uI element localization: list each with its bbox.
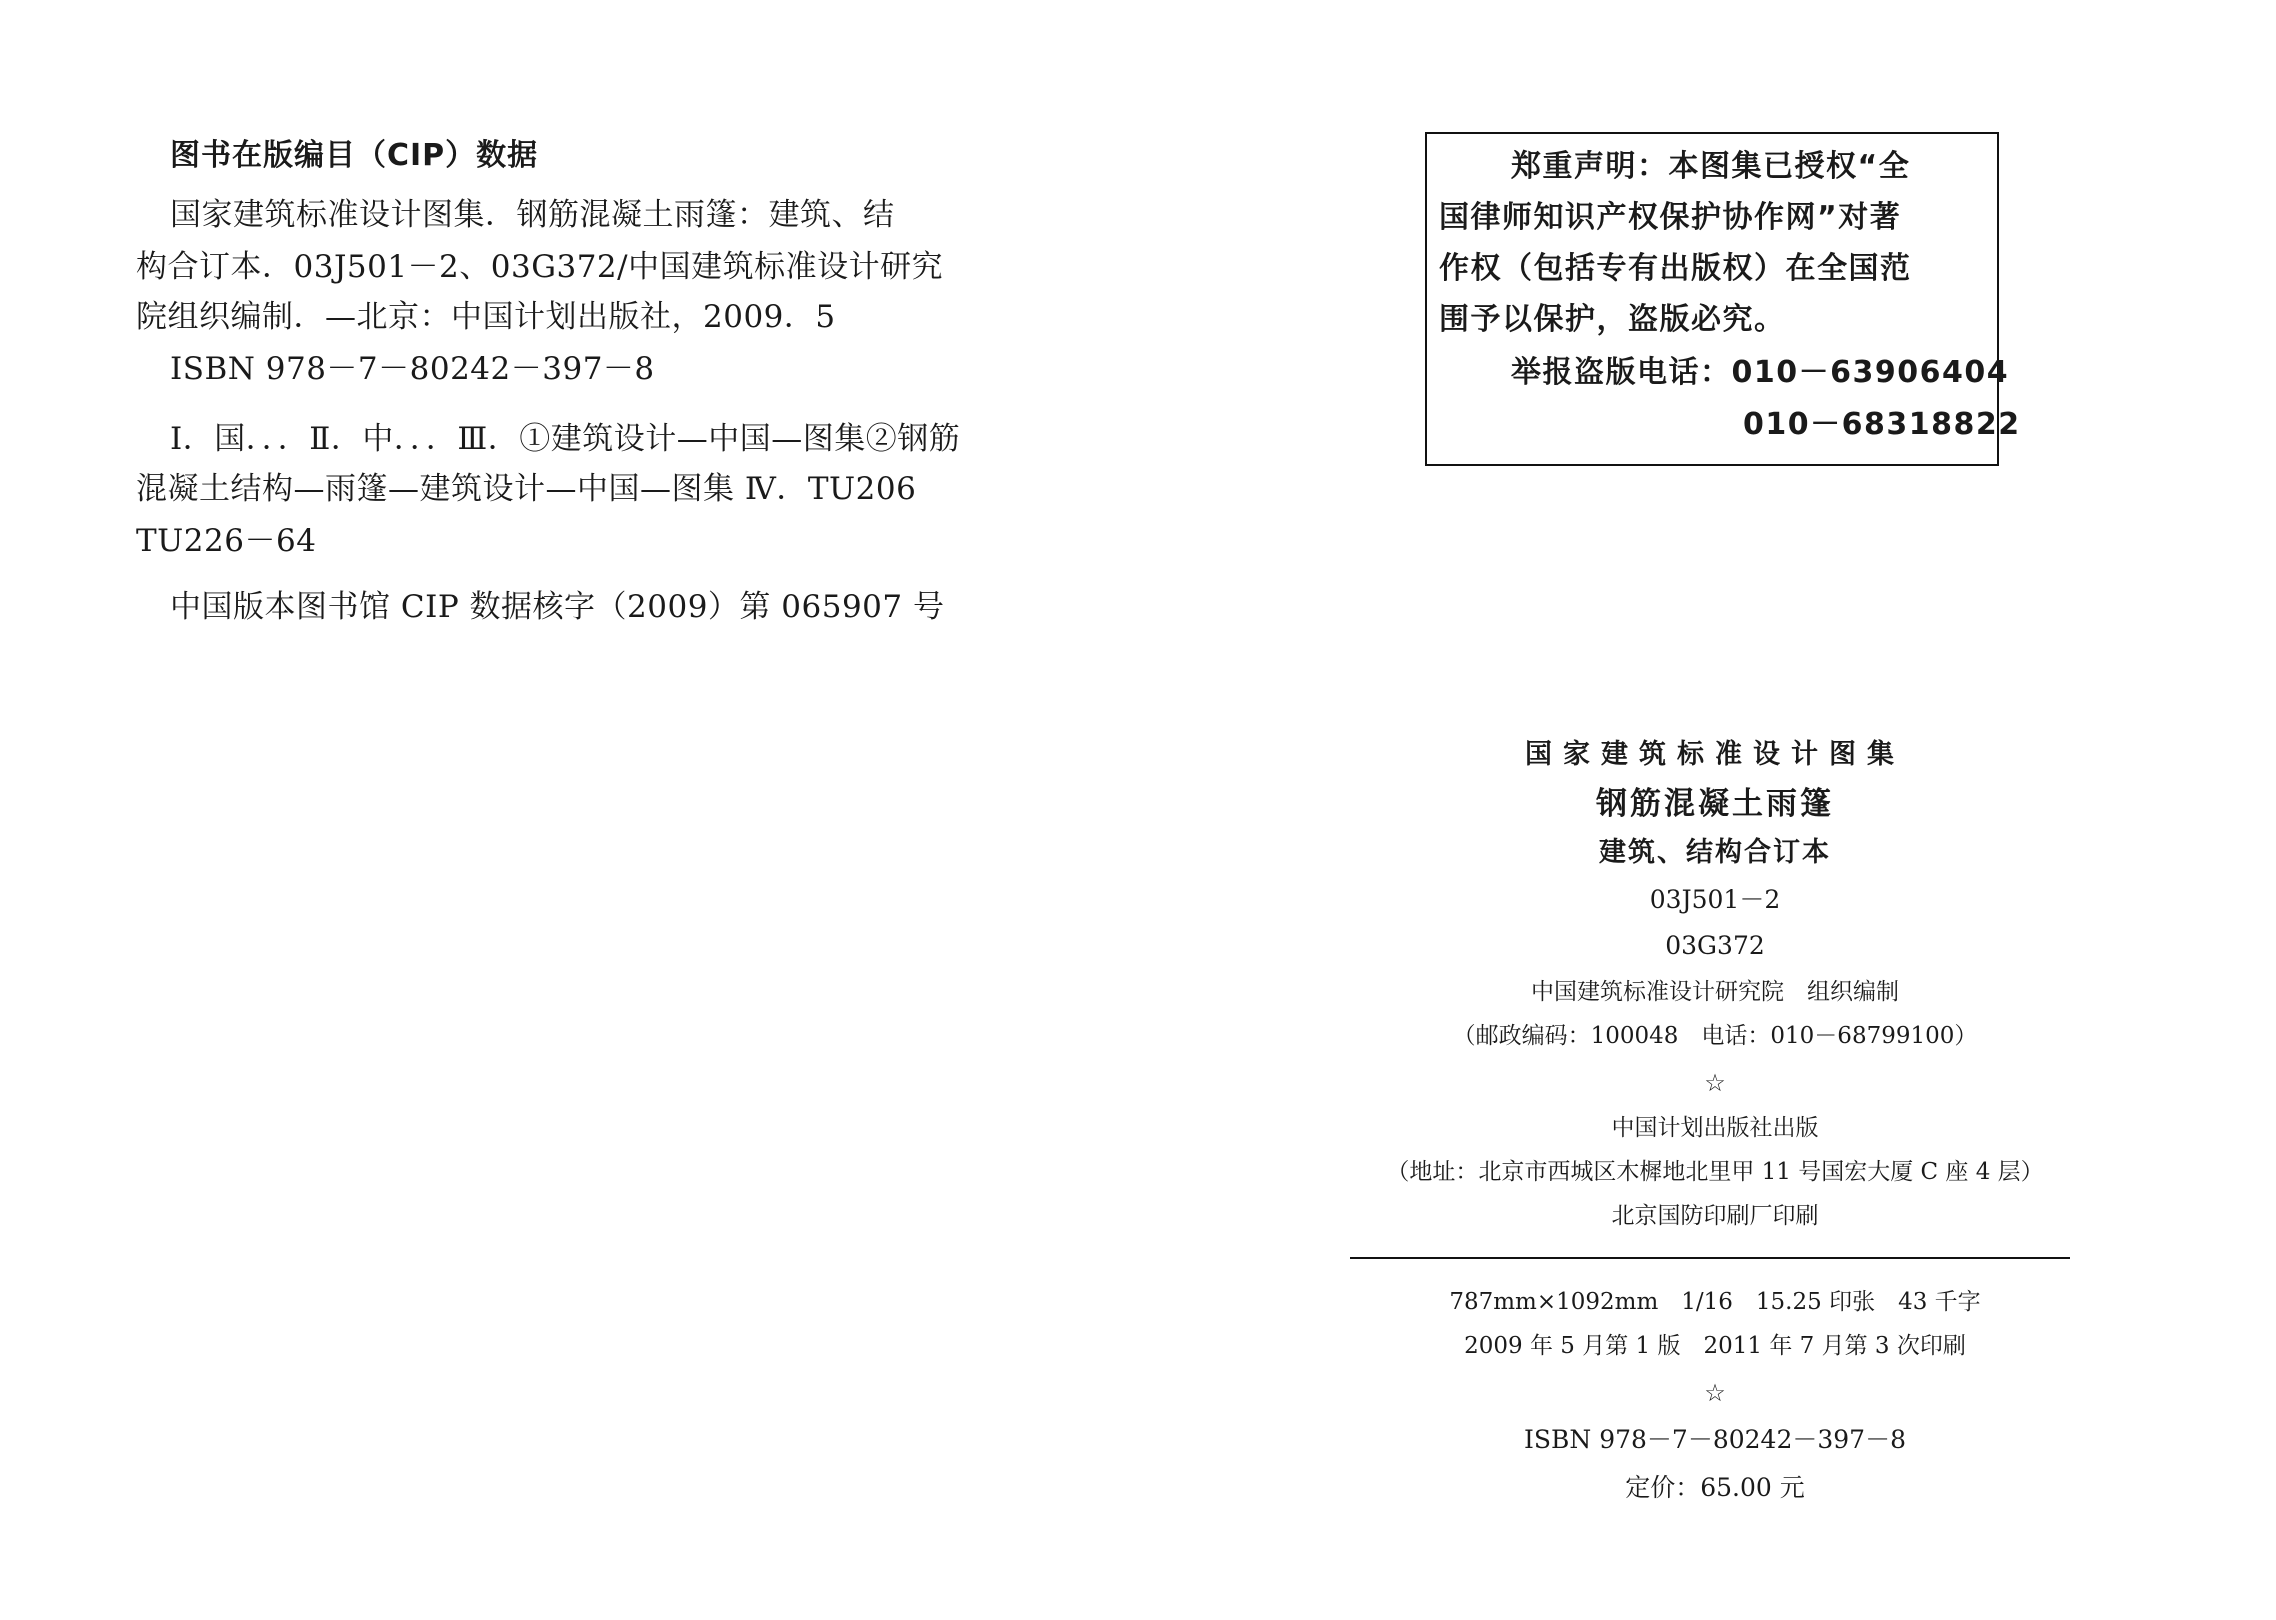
star-separator: ☆ [1704, 1379, 1726, 1407]
copyright-notice-box [1425, 132, 2021, 466]
isbn-line: ISBN 978－7－80242－397－8 [1524, 1425, 1906, 1454]
publisher-line: 中国计划出版社出版 [1611, 1115, 1819, 1141]
book-subtitle: 建筑、结构合订本 [1599, 837, 1831, 868]
format-specs-line: 787mm×1092mm 1/16 15.25 印张 43 千字 [1449, 1289, 1981, 1315]
cip-line: 院组织编制．—北京：中国计划出版社，2009．5 [136, 299, 836, 335]
notice-phone-line: 举报盗版电话：010－63906404 [1511, 355, 2010, 390]
cip-line: 国家建筑标准设计图集．钢筋混凝土雨篷：建筑、结 [170, 197, 895, 233]
editor-contact-line: （邮政编码：100048 电话：010－68799100） [1452, 1023, 1978, 1049]
notice-line: 作权（包括专有出版权）在全国范 [1439, 251, 1912, 286]
printer-line: 北京国防印刷厂印刷 [1611, 1203, 1819, 1229]
publisher-address-line: （地址：北京市西城区木樨地北里甲 11 号国宏大厦 C 座 4 层） [1386, 1159, 2044, 1185]
notice-line: 国律师知识产权保护协作网”对著 [1439, 200, 1902, 235]
imprint-divider [1350, 1257, 2070, 1259]
notice-phone-line: 010－68318822 [1743, 407, 2021, 442]
cip-record-line: 中国版本图书馆 CIP 数据核字（2009）第 065907 号 [170, 589, 945, 625]
series-title: 国家建筑标准设计图集 [1525, 739, 1905, 770]
editor-line: 中国建筑标准设计研究院 组织编制 [1531, 979, 1899, 1005]
standard-code: 03J501－2 [1649, 885, 1781, 914]
book-title: 钢筋混凝土雨篷 [1596, 786, 1834, 822]
edition-line: 2009 年 5 月第 1 版 2011 年 7 月第 3 次印刷 [1464, 1333, 1966, 1359]
cip-line: TU226－64 [136, 523, 317, 559]
star-separator: ☆ [1704, 1069, 1726, 1097]
standard-code: 03G372 [1665, 931, 1765, 960]
cip-line: 混凝土结构—雨篷—建筑设计—中国—图集 Ⅳ．TU206 [136, 471, 917, 507]
cip-line: 构合订本．03J501－2、03G372/中国建筑标准设计研究 [136, 249, 944, 285]
notice-line: 郑重声明：本图集已授权“全 [1511, 149, 1911, 184]
cip-isbn-line: ISBN 978－7－80242－397－8 [170, 351, 655, 387]
notice-line: 围予以保护，盗版必究。 [1439, 302, 1786, 337]
cip-title: 图书在版编目（CIP）数据 [170, 138, 539, 173]
price-line: 定价：65.00 元 [1625, 1473, 1805, 1502]
cip-line: Ⅰ．国．．．Ⅱ．中．．．Ⅲ．①建筑设计—中国—图集②钢筋 [170, 421, 961, 457]
